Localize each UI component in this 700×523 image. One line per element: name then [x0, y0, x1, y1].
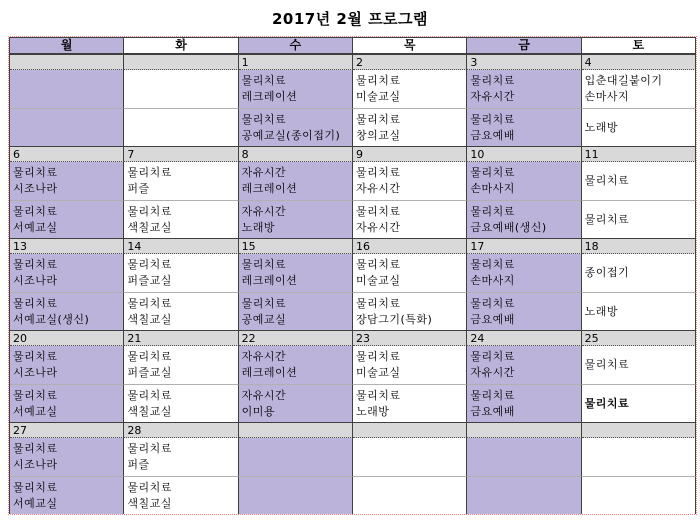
date-cell[interactable]: 14 [124, 238, 238, 254]
schedule-cell[interactable] [239, 292, 353, 330]
date-cell[interactable]: 3 [467, 54, 581, 70]
schedule-cell[interactable] [10, 200, 124, 238]
schedule-cell[interactable] [582, 384, 696, 422]
schedule-cell[interactable] [124, 384, 238, 422]
schedule-cell[interactable] [467, 292, 581, 330]
schedule-line: 자유시간 [241, 204, 287, 218]
schedule-cell[interactable] [10, 162, 124, 200]
date-cell[interactable]: 2 [353, 54, 467, 70]
schedule-cell[interactable] [239, 476, 353, 514]
schedule-cell[interactable] [10, 346, 124, 384]
schedule-cell[interactable] [582, 254, 696, 292]
date-cell[interactable]: 27 [10, 422, 124, 438]
schedule-line: 물리치료 [356, 74, 401, 87]
schedule-line: 물리치료 [127, 166, 172, 179]
date-cell[interactable]: 13 [10, 238, 124, 254]
date-cell[interactable]: 21 [124, 330, 238, 346]
schedule-line: 물리치료 [356, 258, 401, 271]
date-cell[interactable] [353, 422, 467, 438]
schedule-line: 공예교실(종이접기) [241, 128, 341, 142]
page-break-boundary [8, 36, 697, 515]
date-cell[interactable]: 22 [239, 330, 353, 346]
schedule-cell[interactable] [353, 292, 467, 330]
schedule-line: 손마사지 [584, 90, 630, 103]
schedule-line: 물리치료 [584, 396, 630, 410]
schedule-cell[interactable] [239, 108, 353, 146]
schedule-cell[interactable] [239, 200, 353, 238]
schedule-cell[interactable] [582, 292, 696, 330]
schedule-line: 물리치료 [13, 258, 58, 271]
schedule-line: 창의교실 [356, 128, 401, 142]
date-cell[interactable]: 25 [582, 330, 696, 346]
day-header-cell[interactable] [353, 37, 467, 54]
schedule-line: 물리치료 [356, 296, 401, 310]
schedule-line: 손마사지 [470, 274, 515, 287]
day-header-cell[interactable] [10, 37, 124, 54]
schedule-line: 색칠교실 [127, 220, 172, 234]
schedule-line: 자유시간 [470, 366, 515, 379]
schedule-line: 물리치료 [356, 112, 401, 126]
schedule-line: 서예교실 [13, 220, 58, 234]
schedule-line: 물리치료 [356, 166, 401, 179]
schedule-cell[interactable] [124, 108, 238, 146]
schedule-line: 물리치료 [470, 112, 515, 126]
schedule-line: 물리치료 [470, 350, 515, 363]
schedule-cell[interactable] [239, 346, 353, 384]
day-header-label: 토 [632, 38, 645, 52]
schedule-line: 퍼즐 [127, 458, 150, 471]
date-cell[interactable] [239, 422, 353, 438]
schedule-line: 공예교실 [241, 312, 287, 326]
schedule-cell[interactable] [124, 254, 238, 292]
schedule-cell[interactable] [239, 162, 353, 200]
schedule-cell[interactable] [467, 346, 581, 384]
schedule-line: 퍼즐교실 [127, 274, 172, 287]
schedule-cell[interactable] [10, 438, 124, 476]
day-header-label: 금 [518, 38, 530, 52]
schedule-cell[interactable] [582, 108, 696, 146]
schedule-line: 시조나라 [13, 274, 58, 287]
day-header-label: 목 [403, 38, 416, 52]
schedule-cell[interactable] [124, 346, 238, 384]
schedule-line: 퍼즐교실 [127, 366, 172, 379]
schedule-cell[interactable] [467, 108, 581, 146]
schedule-line: 레크레이션 [241, 182, 298, 195]
schedule-line: 서예교실 [13, 404, 58, 418]
day-header-cell[interactable] [124, 37, 238, 54]
schedule-line: 물리치료 [356, 204, 401, 218]
schedule-line: 입춘대길붙이기 [584, 74, 663, 87]
schedule-line: 물리치료 [470, 204, 515, 218]
schedule-line: 물리치료 [13, 442, 58, 455]
schedule-line: 물리치료 [584, 174, 630, 187]
date-cell[interactable]: 6 [10, 146, 124, 162]
date-cell[interactable]: 11 [582, 146, 696, 162]
schedule-line: 시조나라 [13, 182, 58, 195]
schedule-line: 미술교실 [356, 90, 401, 103]
schedule-line: 미술교실 [356, 366, 401, 379]
date-cell[interactable] [467, 422, 581, 438]
schedule-cell[interactable] [124, 438, 238, 476]
schedule-cell[interactable] [353, 200, 467, 238]
schedule-line: 레크레이션 [241, 366, 298, 379]
day-header-cell[interactable] [582, 37, 696, 54]
schedule-cell[interactable] [239, 254, 353, 292]
schedule-cell[interactable] [467, 438, 581, 476]
schedule-cell[interactable] [10, 254, 124, 292]
schedule-line: 물리치료 [13, 296, 58, 310]
schedule-line: 색칠교실 [127, 312, 172, 326]
schedule-line: 물리치료 [584, 358, 630, 371]
schedule-line: 종이접기 [584, 266, 630, 279]
schedule-line: 노래방 [356, 404, 390, 418]
schedule-cell[interactable] [10, 108, 124, 146]
schedule-line: 레크레이션 [241, 90, 298, 103]
date-cell[interactable] [124, 54, 238, 70]
schedule-line: 서예교실(생신) [13, 312, 90, 326]
schedule-line: 자유시간 [241, 166, 287, 179]
schedule-line: 물리치료 [127, 296, 172, 310]
date-cell[interactable] [10, 54, 124, 70]
schedule-cell[interactable] [353, 254, 467, 292]
date-cell[interactable]: 23 [353, 330, 467, 346]
date-cell[interactable]: 1 [239, 54, 353, 70]
schedule-line: 퍼즐 [127, 182, 150, 195]
date-cell[interactable]: 4 [582, 54, 696, 70]
schedule-line: 서예교실 [13, 496, 58, 510]
schedule-line: 자유시간 [470, 90, 515, 103]
schedule-line: 물리치료 [356, 350, 401, 363]
schedule-cell[interactable] [124, 476, 238, 514]
schedule-cell[interactable] [353, 476, 467, 514]
schedule-line: 물리치료 [356, 388, 401, 402]
schedule-line: 물리치료 [127, 388, 172, 402]
schedule-cell[interactable] [124, 162, 238, 200]
date-cell[interactable]: 8 [239, 146, 353, 162]
schedule-cell[interactable] [582, 346, 696, 384]
date-cell[interactable] [582, 422, 696, 438]
schedule-cell[interactable] [10, 476, 124, 514]
schedule-cell[interactable] [467, 254, 581, 292]
schedule-cell[interactable] [582, 162, 696, 200]
schedule-cell[interactable] [467, 70, 581, 108]
schedule-cell[interactable] [353, 162, 467, 200]
schedule-line: 물리치료 [241, 296, 287, 310]
schedule-line: 물리치료 [127, 350, 172, 363]
schedule-line: 금요예배 [470, 312, 515, 326]
schedule-cell[interactable] [10, 70, 124, 108]
day-header-label: 화 [175, 38, 187, 52]
schedule-cell[interactable] [582, 438, 696, 476]
schedule-line: 물리치료 [127, 258, 172, 271]
date-cell[interactable]: 16 [353, 238, 467, 254]
schedule-line: 노래방 [584, 304, 619, 318]
schedule-cell[interactable] [582, 476, 696, 514]
schedule-line: 물리치료 [13, 480, 58, 494]
date-cell[interactable]: 20 [10, 330, 124, 346]
schedule-cell[interactable] [124, 200, 238, 238]
schedule-line: 손마사지 [470, 182, 515, 195]
schedule-line: 물리치료 [241, 258, 287, 271]
schedule-cell[interactable] [467, 162, 581, 200]
date-cell[interactable]: 17 [467, 238, 581, 254]
schedule-cell[interactable] [239, 384, 353, 422]
schedule-cell[interactable] [582, 70, 696, 108]
schedule-cell[interactable] [353, 384, 467, 422]
schedule-line: 노래방 [584, 120, 619, 134]
day-header-label: 월 [60, 38, 73, 52]
date-cell[interactable]: 9 [353, 146, 467, 162]
schedule-line: 물리치료 [470, 166, 515, 179]
schedule-line: 자유시간 [241, 350, 287, 363]
schedule-line: 색칠교실 [127, 496, 172, 510]
schedule-line: 금요예배 [470, 128, 515, 142]
date-cell[interactable]: 24 [467, 330, 581, 346]
schedule-line: 미술교실 [356, 274, 401, 287]
schedule-cell[interactable] [353, 70, 467, 108]
calendar-grid [9, 37, 696, 514]
schedule-cell[interactable] [353, 346, 467, 384]
schedule-line: 물리치료 [241, 112, 287, 126]
day-header-cell[interactable] [467, 37, 581, 54]
schedule-cell[interactable] [467, 476, 581, 514]
schedule-cell[interactable] [467, 200, 581, 238]
schedule-line: 물리치료 [127, 204, 172, 218]
schedule-line: 물리치료 [13, 204, 58, 218]
schedule-cell[interactable] [582, 200, 696, 238]
date-cell[interactable]: 28 [124, 422, 238, 438]
schedule-cell[interactable] [353, 438, 467, 476]
schedule-line: 물리치료 [127, 442, 172, 455]
schedule-line: 시조나라 [13, 366, 58, 379]
schedule-cell[interactable] [124, 292, 238, 330]
schedule-line: 금요예배(생신) [470, 220, 547, 234]
schedule-cell[interactable] [353, 108, 467, 146]
schedule-line: 레크레이션 [241, 274, 298, 287]
schedule-line: 금요예배 [470, 404, 515, 418]
schedule-line: 물리치료 [584, 212, 630, 226]
schedule-cell[interactable] [10, 384, 124, 422]
schedule-line: 물리치료 [470, 388, 515, 402]
date-cell[interactable]: 15 [239, 238, 353, 254]
schedule-line: 물리치료 [13, 166, 58, 179]
schedule-line: 자유시간 [356, 220, 401, 234]
day-header-label: 수 [289, 38, 302, 52]
schedule-line: 물리치료 [127, 480, 172, 494]
schedule-cell[interactable] [239, 438, 353, 476]
schedule-line: 이미용 [241, 404, 276, 418]
schedule-cell[interactable] [10, 292, 124, 330]
schedule-line: 물리치료 [13, 350, 58, 363]
schedule-line: 물리치료 [470, 258, 515, 271]
schedule-line: 물리치료 [470, 296, 515, 310]
schedule-line: 색칠교실 [127, 404, 172, 418]
date-cell[interactable]: 7 [124, 146, 238, 162]
date-cell[interactable]: 18 [582, 238, 696, 254]
day-header-cell[interactable] [239, 37, 353, 54]
schedule-line: 물리치료 [13, 388, 58, 402]
schedule-line: 시조나라 [13, 458, 58, 471]
schedule-line: 물리치료 [241, 74, 287, 87]
schedule-cell[interactable] [239, 70, 353, 108]
schedule-line: 장담그기(특화) [356, 312, 433, 326]
schedule-line: 자유시간 [241, 388, 287, 402]
schedule-line: 자유시간 [356, 182, 401, 195]
schedule-cell[interactable] [467, 384, 581, 422]
page-title: 2017년 2월 프로그램 [271, 10, 429, 28]
schedule-cell[interactable] [124, 70, 238, 108]
schedule-line: 노래방 [241, 220, 276, 234]
date-cell[interactable]: 10 [467, 146, 581, 162]
schedule-line: 물리치료 [470, 74, 515, 87]
